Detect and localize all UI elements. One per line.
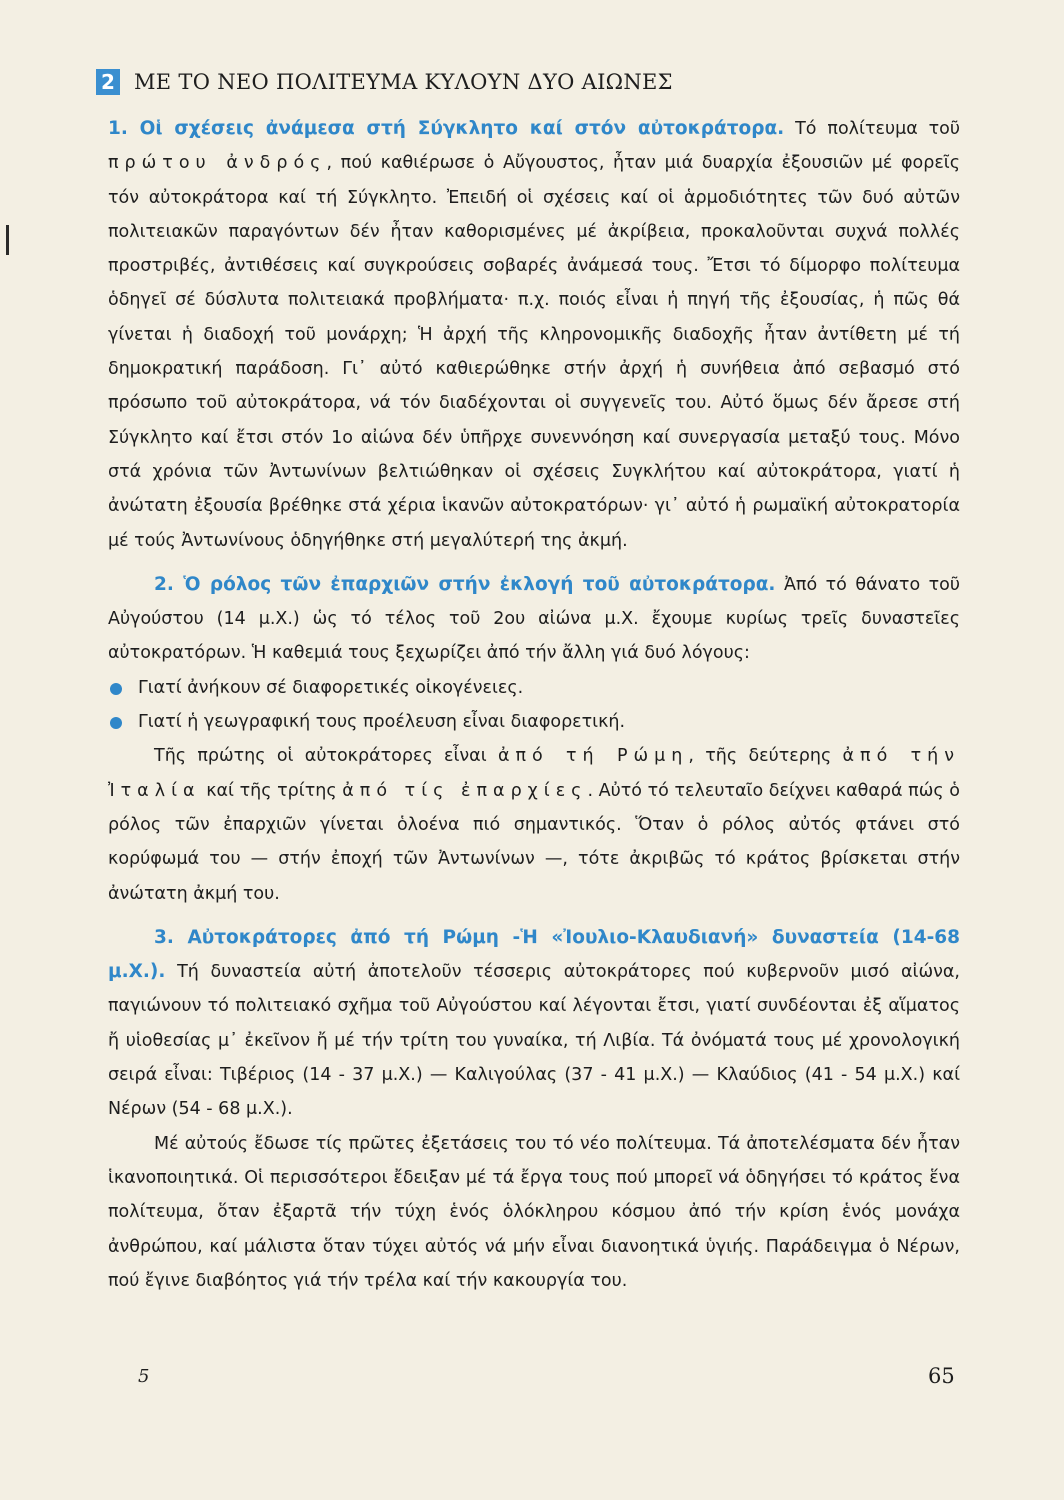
section-1-text-b: , πού καθιέρωσε ὁ Αὔγουστος, ἦταν μιά δυαρχία ἐξουσιῶν μέ φορεῖς τόν αὐτοκράτορα καί τή Σύγκλητο. Ἐπειδή οἱ σχέσεις καί οἱ ἁρμοδιότητες τῶν δυό αὐτῶν πολιτειακῶν παραγόντων δέν ἦταν καθορισμένες μέ ἀκρίβεια, προκαλοῦνται συχνά πολλές προστριβές, ἀντιθέσεις καί συγκρούσεις σοβαρές ἀνάμεσά τους. Ἔτσι τό δίμορφο πολίτευμα ὁδηγεῖ σέ δύσλυτα πολιτειακά προβλήματα· π.χ. ποιός εἶναι ἡ πηγή τῆς ἐξουσίας, ἡ πῶς θά γίνεται ἡ διαδοχή τοῦ μονάρχη; Ἡ ἀρχή τῆς κληρονομικῆς διαδοχῆς ἦταν ἀντίθετη μέ τή δημοκρατική παράδοση. Γι᾿ αὐτό καθιερώθηκε στήν ἀρχή ἡ συνήθεια ἀπό σεβασμό στό πρόσωπο τοῦ αὐτοκράτορα, νά τόν διαδέχονται οἱ συγγενεῖς του. Αὐτό ὅμως δέν ἄρεσε στή Σύγκλητο καί ἔτσι στόν 1ο αἰώνα δέν ὑπῆρχε συνεννόηση καί συνεργασία μεταξύ τους. Μόνο στά χρόνια τῶν Ἀντωνίνων βελτιώθηκαν οἱ σχέσεις Συγκλήτου καί αὐτοκράτορα, γιατί ἡ ἀνώτατη ἐξουσία βρέθηκε στά χέρια ἱκανῶν αὐτοκρατόρων· γι᾿ αὐτό ἡ ρωμαϊκή αὐτοκρατορία μέ τούς Ἀντωνίνους ὁδηγήθηκε στή μεγαλύτερή της ἀκμή.	[108, 153, 960, 551]
section-1-heading: 1. Οἱ σχέσεις ἀνάμεσα στή Σύγκλητο καί στόν αὐτοκράτορα.	[108, 118, 785, 139]
section-3-heading: 3. Αὐτοκράτορες ἀπό τή Ρώμη -Ἡ «Ἰουλιο-Κλαυδιανή» δυναστεία (14-68 μ.Χ.).	[108, 926, 960, 983]
origin-provinces: ἀπό τίς ἐπαρχίες	[342, 780, 588, 801]
bullet-dot-icon	[110, 717, 122, 729]
bullet-dot-icon	[110, 683, 122, 695]
section-2-paragraph	[108, 568, 960, 671]
origin-text-3: καί τῆς τρίτης	[200, 780, 343, 801]
origin-text-2: , τῆς δεύτερης	[688, 746, 843, 767]
main-content	[108, 112, 960, 1298]
section-1-spaced-phrase: πρώτου ἀνδρός	[108, 153, 327, 174]
section-1-paragraph	[108, 112, 960, 558]
chapter-title: ΜΕ ΤΟ ΝΕΟ ΠΟΛΙΤΕΥΜΑ ΚΥΛΟΥΝ ΔΥΟ ΑΙΩΝΕΣ	[134, 70, 673, 94]
list-item-text: Γιατί ἀνήκουν σέ διαφορετικές οἰκογένειες.	[138, 677, 524, 698]
section-2-intro: Ἀπό τό θάνατο τοῦ Αὐγούστου (14 μ.Χ.) ὡς τό τέλος τοῦ 2ου αἰώνα μ.Χ. ἔχουμε κυρίως τρεῖς δυναστεῖες αὐτοκρατόρων. Ἡ καθεμιά τους ξεχωρίζει ἀπό τήν ἄλλη γιά δυό λόγους:	[108, 574, 960, 664]
list-item-text: Γιατί ἡ γεωγραφική τους προέλευση εἶναι διαφορετική.	[138, 712, 626, 733]
binding-mark	[6, 225, 9, 255]
page-number: 65	[928, 1364, 955, 1388]
origin-italy: ἀπό τήν Ἰταλία	[108, 746, 960, 801]
reasons-list	[108, 671, 960, 740]
chapter-header	[96, 62, 673, 102]
section-3-paragraph	[108, 921, 960, 1127]
section-3-text: Τή δυναστεία αὐτή ἀποτελοῦν τέσσερις αὐτοκράτορες πού κυβερνοῦν μισό αἰώνα, παγιώνουν τό πολιτειακό σχῆμα τοῦ Αὐγούστου καί λέγονται ἔτσι, γιατί συνδέονται ἐξ αἵματος ἤ υἱοθεσίας μ᾿ ἐκεῖνον ἤ μέ τήν τρίτη του γυναίκα, τή Λιβία. Τά ὀνόματά τους μέ χρονολογική σειρά εἶναι: Τιβέριος (14 - 37 μ.Χ.) — Καλιγούλας (37 - 41 μ.Χ.) — Κλαύδιος (41 - 54 μ.Χ.) καί Νέρων (54 - 68 μ.Χ.).	[108, 962, 960, 1120]
origin-text-1: Τῆς πρώτης οἱ αὐτοκράτορες εἶναι	[154, 746, 498, 767]
section-1-text-a: Τό πολίτευμα τοῦ	[784, 119, 961, 139]
origin-text-4: . Αὐτό τό τελευταῖο δείχνει καθαρά πώς ὁ ρόλος τῶν ἐπαρχιῶν γίνεται ὁλοένα πιό σημαντικός. Ὅταν ὁ ρόλος αὐτός φτάνει στό κορύφωμά του — στήν ἐποχή τῶν Ἀντωνίνων —, τότε ἀκριβῶς τό κράτος βρίσκεται στήν ἀνώτατη ἀκμή του.	[108, 780, 960, 904]
section-2-origin-paragraph	[108, 739, 960, 910]
signature-mark: 5	[138, 1366, 150, 1387]
list-item	[108, 671, 960, 705]
chapter-number-badge: 2	[96, 69, 120, 95]
section-2-heading: 2. Ὁ ρόλος τῶν ἐπαρχιῶν στήν ἐκλογή τοῦ αὐτοκράτορα.	[154, 573, 776, 595]
section-3-paragraph-2: Μέ αὐτούς ἔδωσε τίς πρῶτες ἐξετάσεις του τό νέο πολίτευμα. Τά ἀποτελέσματα δέν ἦταν ἱκανοποιητικά. Οἱ περισσότεροι ἔδειξαν μέ τά ἔργα τους πού μπορεῖ νά ὁδηγήσει τό κράτος ἕνα πολίτευμα, ὅταν ἐξαρτᾶ τήν τύχη ἑνός ὁλόκληρου κόσμου ἀπό τήν κρίση ἑνός μονάχα ἀνθρώπου, καί μάλιστα ὅταν τύχει αὐτός νά μήν εἶναι διανοητικά ὑγιής. Παράδειγμα ὁ Νέρων, πού ἔγινε διαβόητος γιά τήν τρέλα καί τήν κακουργία του.	[108, 1133, 960, 1291]
list-item	[108, 705, 960, 739]
origin-rome: ἀπό τή Ρώμη	[497, 746, 689, 767]
